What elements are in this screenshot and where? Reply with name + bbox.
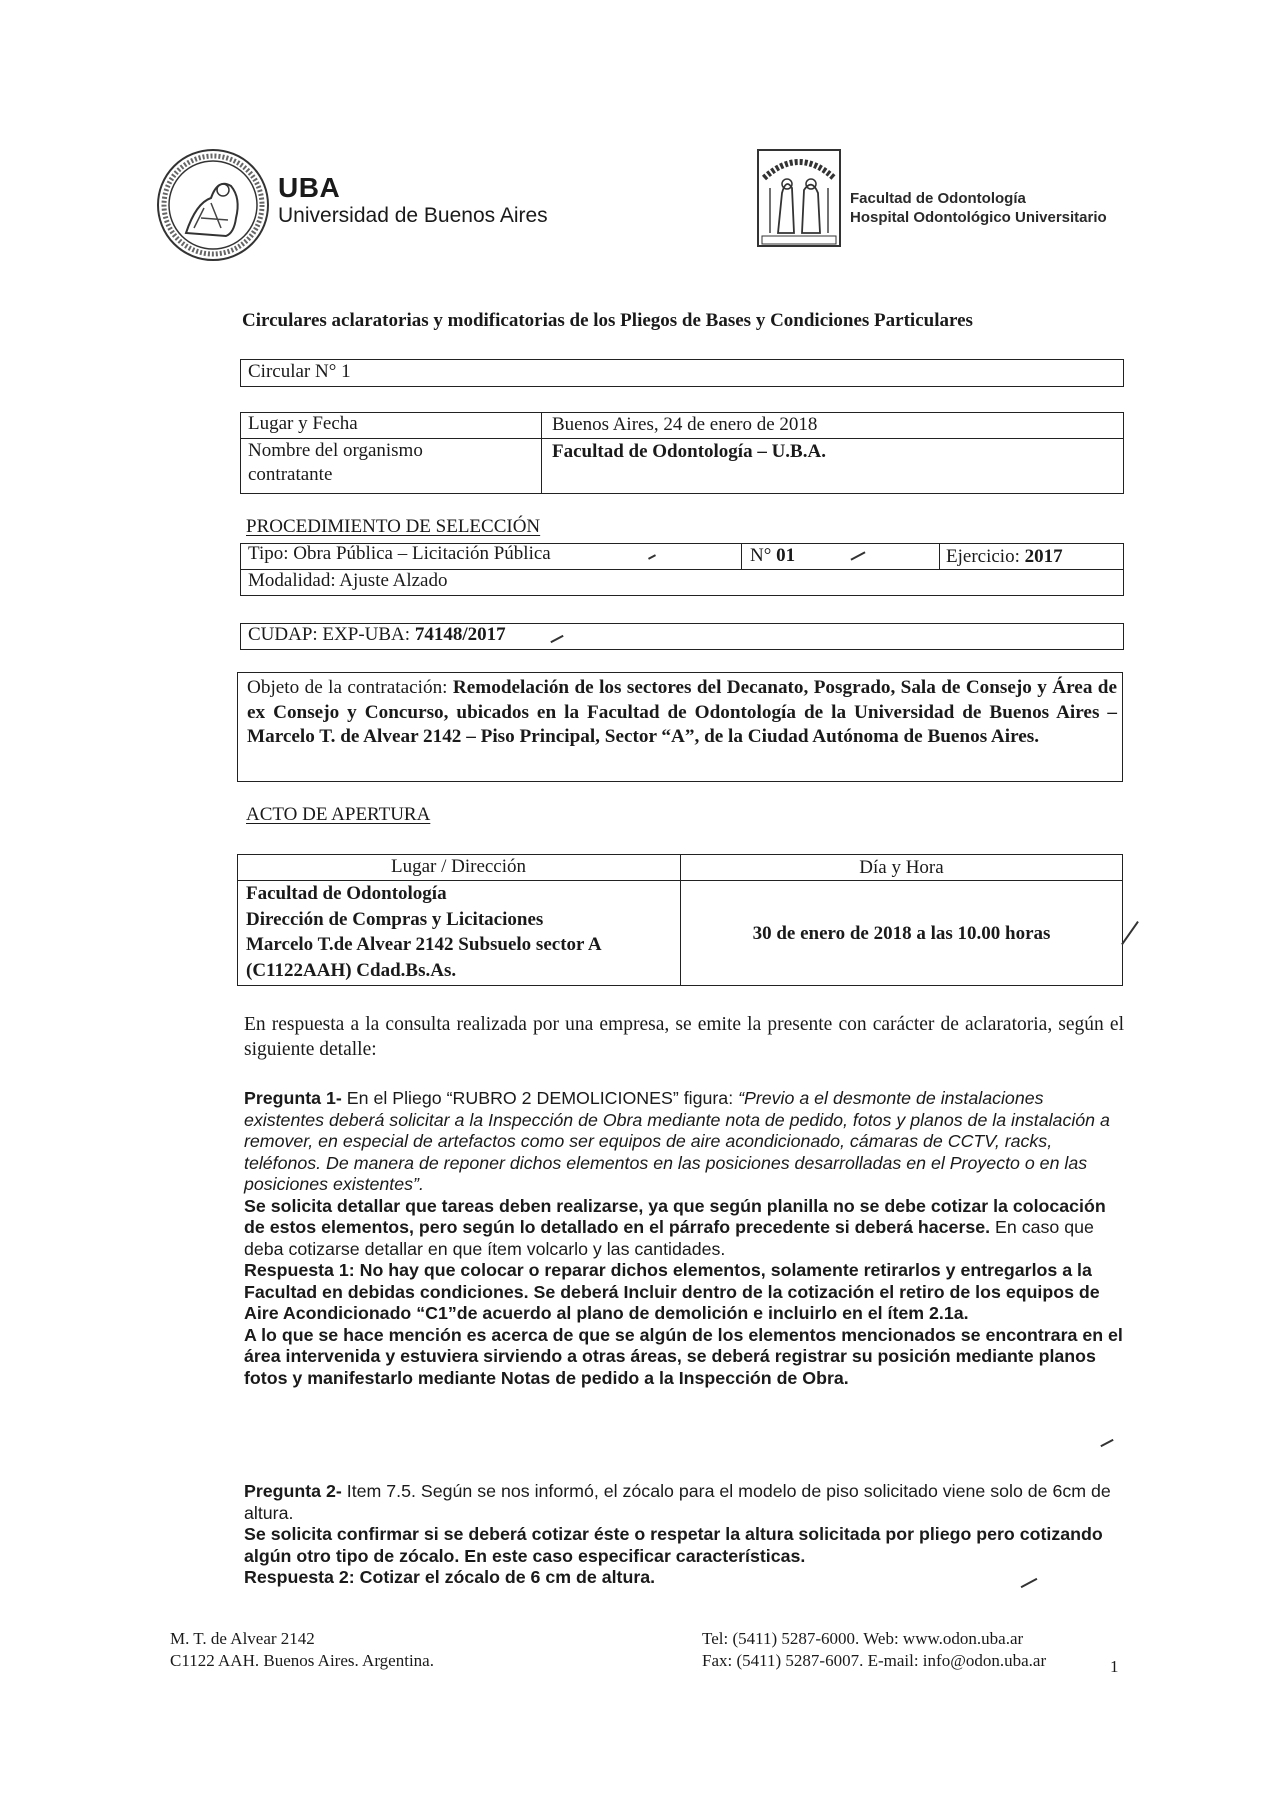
info-table-divider xyxy=(541,412,542,494)
numero-label: N° xyxy=(750,545,772,566)
respuesta-2: Respuesta 2: Cotizar el zócalo de 6 cm de altura. xyxy=(244,1567,656,1587)
apertura-lugar-line: Dirección de Compras y Licitaciones xyxy=(246,908,544,930)
check-mark xyxy=(1121,921,1139,945)
modalidad-value: Modalidad: Ajuste Alzado xyxy=(248,570,448,591)
pregunta-2 xyxy=(244,1481,1124,1589)
footer-contact-1: Tel: (5411) 5287-6000. Web: www.odon.uba.ar xyxy=(702,1629,1024,1648)
pregunta-1 xyxy=(244,1088,1124,1389)
pregunta-1-lead: En el Pliego “RUBRO 2 DEMOLICIONES” figura: xyxy=(341,1088,739,1108)
footer-address-1: M. T. de Alvear 2142 xyxy=(170,1629,315,1648)
objeto-label: Objeto de la contratación: xyxy=(247,677,448,698)
respuesta-1-detalle: A lo que se hace mención es acerca de que se algún de los elementos mencionados se encontrara en el área intervenida y estuviera sirviendo a otras áreas, se deberá registrar su posición mediante planos fotos y manifestarlo mediante Notas de pedido a la Inspección de Obra. xyxy=(244,1324,1123,1388)
hospital-name: Hospital Odontológico Universitario xyxy=(850,209,1107,226)
numero-value: 01 xyxy=(776,545,796,566)
footer-contact-2: Fax: (5411) 5287-6007. E-mail: info@odon.uba.ar xyxy=(702,1651,1047,1670)
cudap-label: CUDAP: EXP-UBA: xyxy=(248,624,411,645)
pregunta-1-label: Pregunta 1- xyxy=(244,1088,342,1108)
ejercicio-value: 2017 xyxy=(1024,546,1063,567)
circular-box xyxy=(240,359,1124,387)
apertura-heading: ACTO DE APERTURA xyxy=(246,804,431,825)
procedimiento-divider-1 xyxy=(741,543,742,569)
col-lugar-header: Lugar / Dirección xyxy=(390,856,527,877)
objeto-text xyxy=(247,676,1117,750)
cudap-value: 74148/2017 xyxy=(414,624,506,645)
lugar-label: Lugar y Fecha xyxy=(248,413,358,434)
pregunta-1-request-rest: En caso que deba cotizarse detallar en que ítem volcarlo y las cantidades. xyxy=(244,1217,1094,1259)
organismo-label: Nombre del organismo xyxy=(248,440,423,461)
footer-address-2: C1122 AAH. Buenos Aires. Argentina. xyxy=(170,1651,434,1670)
faculty-seal-logo xyxy=(756,148,842,248)
lugar-value: Buenos Aires, 24 de enero de 2018 xyxy=(552,414,818,435)
pregunta-1-quote: “Previo a el desmonte de instalaciones existentes deberá solicitar a la Inspección de Obra mediante nota de pedido, fotos y planos de la instalación a remover, en especial de artefactos como ser equipos de aire acondicionado, cámaras de CCTV, racks, teléfonos. De manera de reponer dichos elementos en las posiciones desarrolladas en el Proyecto o en las posiciones existentes”. xyxy=(244,1088,1110,1194)
procedimiento-divider-2 xyxy=(939,543,940,569)
apertura-lugar xyxy=(246,881,602,983)
uba-name: Universidad de Buenos Aires xyxy=(278,204,548,227)
uba-seal-logo xyxy=(156,148,271,263)
apertura-lugar-line: Marcelo T.de Alvear 2142 Subsuelo sector A xyxy=(246,934,602,955)
apertura-lugar-line: (C1122AAH) Cdad.Bs.As. xyxy=(246,959,457,981)
pregunta-1-request: Se solicita detallar que tareas deben realizarse, ya que según planilla no se debe cotizar la colocación de estos elementos, pero según lo detallado en el párrafo precedente si deberá hacerse. xyxy=(244,1195,1106,1237)
apertura-dia-hora: 30 de enero de 2018 a las 10.00 horas xyxy=(752,923,1051,944)
uba-abbreviation: UBA xyxy=(278,172,341,203)
col-dia-header: Día y Hora xyxy=(859,857,944,878)
organismo-label-2: contratante xyxy=(248,464,333,485)
page-number: 1 xyxy=(1110,1657,1119,1676)
pregunta-2-label: Pregunta 2- xyxy=(244,1481,342,1501)
tipo-value: Tipo: Obra Pública – Licitación Pública xyxy=(248,543,551,564)
ejercicio-label: Ejercicio: xyxy=(946,546,1020,567)
pregunta-2-request: Se solicita confirmar si se deberá cotizar éste o respetar la altura solicitada por pliego pero cotizando algún otro tipo de zócalo. En este caso especificar características. xyxy=(244,1524,1103,1566)
faculty-name: Facultad de Odontología xyxy=(850,190,1026,207)
document-title: Circulares aclaratorias y modificatorias de los Pliegos de Bases y Condiciones Particulares xyxy=(242,310,973,331)
organismo-value: Facultad de Odontología – U.B.A. xyxy=(552,441,826,462)
check-mark xyxy=(1100,1439,1113,1447)
pregunta-2-lead: Item 7.5. Según se nos informó, el zócalo para el modelo de piso solicitado viene solo de 6cm de altura. xyxy=(244,1481,1111,1523)
intro-paragraph: En respuesta a la consulta realizada por una empresa, se emite la presente con carácter de aclaratoria, según el siguiente detalle: xyxy=(244,1014,1124,1060)
apertura-lugar-line: Facultad de Odontología xyxy=(246,883,447,904)
procedimiento-heading: PROCEDIMIENTO DE SELECCIÓN xyxy=(246,516,541,537)
objeto-value: Remodelación de los sectores del Decanato, Posgrado, Sala de Consejo y Área de ex Consejo y Concurso, ubicados en la Facultad de Odontología de la Universidad de Buenos Aires – Marcelo T. de Alvear 2142 – Piso Principal, Sector “A”, de la Ciudad Autónoma de Buenos Aires. xyxy=(247,677,1117,747)
respuesta-1: Respuesta 1: No hay que colocar o reparar dichos elementos, solamente retirarlos y entregarlos a la Facultad en debidas condiciones. Se deberá Incluir dentro de la cotización el retiro de los equipos de Aire Acondicionado “C1”de acuerdo al plano de demolición e incluirlo en el ítem 2.1a. xyxy=(244,1260,1100,1323)
circular-number: Circular N° 1 xyxy=(248,361,351,382)
